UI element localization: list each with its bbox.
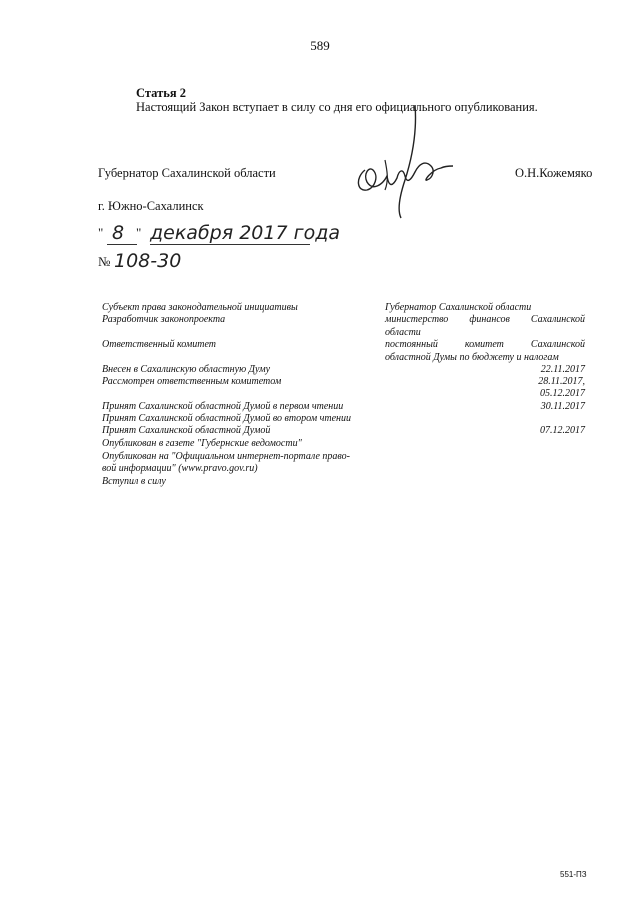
page-number: 589 [310,38,330,53]
developer-value-line1: министерство финансов Сахалинской [385,314,585,325]
reviewed-value-2: 05.12.2017 [540,388,585,399]
article-heading: Статья 2 [136,86,186,100]
developer-value [385,314,585,339]
law-number-value: 108-30 [114,250,182,272]
date-day: 8 [112,222,125,244]
second-reading-label: Принят Сахалинской областной Думой во втором чтении [102,413,352,424]
signature-image [345,100,460,225]
committee-value-line1: постоянный комитет Сахалинской [385,339,585,350]
city-name: г. Южно-Сахалинск [98,199,204,213]
published-portal-line1: Опубликован на "Официальном интернет-портале право- [102,451,350,462]
published-gazette-label: Опубликован в газете "Губернские ведомости" [102,438,302,449]
date-open-quote: " [98,225,104,240]
initiative-value: Губернатор Сахалинской области [385,302,532,313]
initiative-label: Субъект права законодательной инициативы [102,302,298,313]
committee-label: Ответственный комитет [102,339,216,350]
developer-value-line2: области [385,326,421,338]
committee-value [385,339,585,364]
article-text: Настоящий Закон вступает в силу со дня его официального опубликования. [136,100,538,114]
law-number-label: № [98,254,111,269]
governor-title: Губернатор Сахалинской области [98,166,276,180]
date-day-underline [107,244,137,245]
adopted-value: 07.12.2017 [540,425,585,436]
footer-code: 551-ПЗ [560,870,587,879]
introduced-value: 22.11.2017 [540,364,585,375]
first-reading-value: 30.11.2017 [540,401,585,412]
governor-name: О.Н.Кожемяко [515,166,593,180]
reviewed-value-1: 28.11.2017, [538,376,585,387]
adopted-label: Принят Сахалинской областной Думой [102,425,271,436]
first-reading-label: Принят Сахалинской областной Думой в первом чтении [102,401,344,412]
committee-value-line2: областной Думы по бюджету и налогам [385,351,559,363]
reviewed-label: Рассмотрен ответственным комитетом [102,376,282,387]
developer-label: Разработчик законопроекта [102,314,226,325]
date-month-year: декабря 2017 года [150,222,340,244]
entered-into-force-label: Вступил в силу [102,476,166,487]
introduced-label: Внесен в Сахалинскую областную Думу [102,364,271,375]
date-close-quote: " [136,225,142,240]
published-portal-line2: вой информации" (www.pravo.gov.ru) [102,463,258,474]
date-month-underline [150,244,310,245]
